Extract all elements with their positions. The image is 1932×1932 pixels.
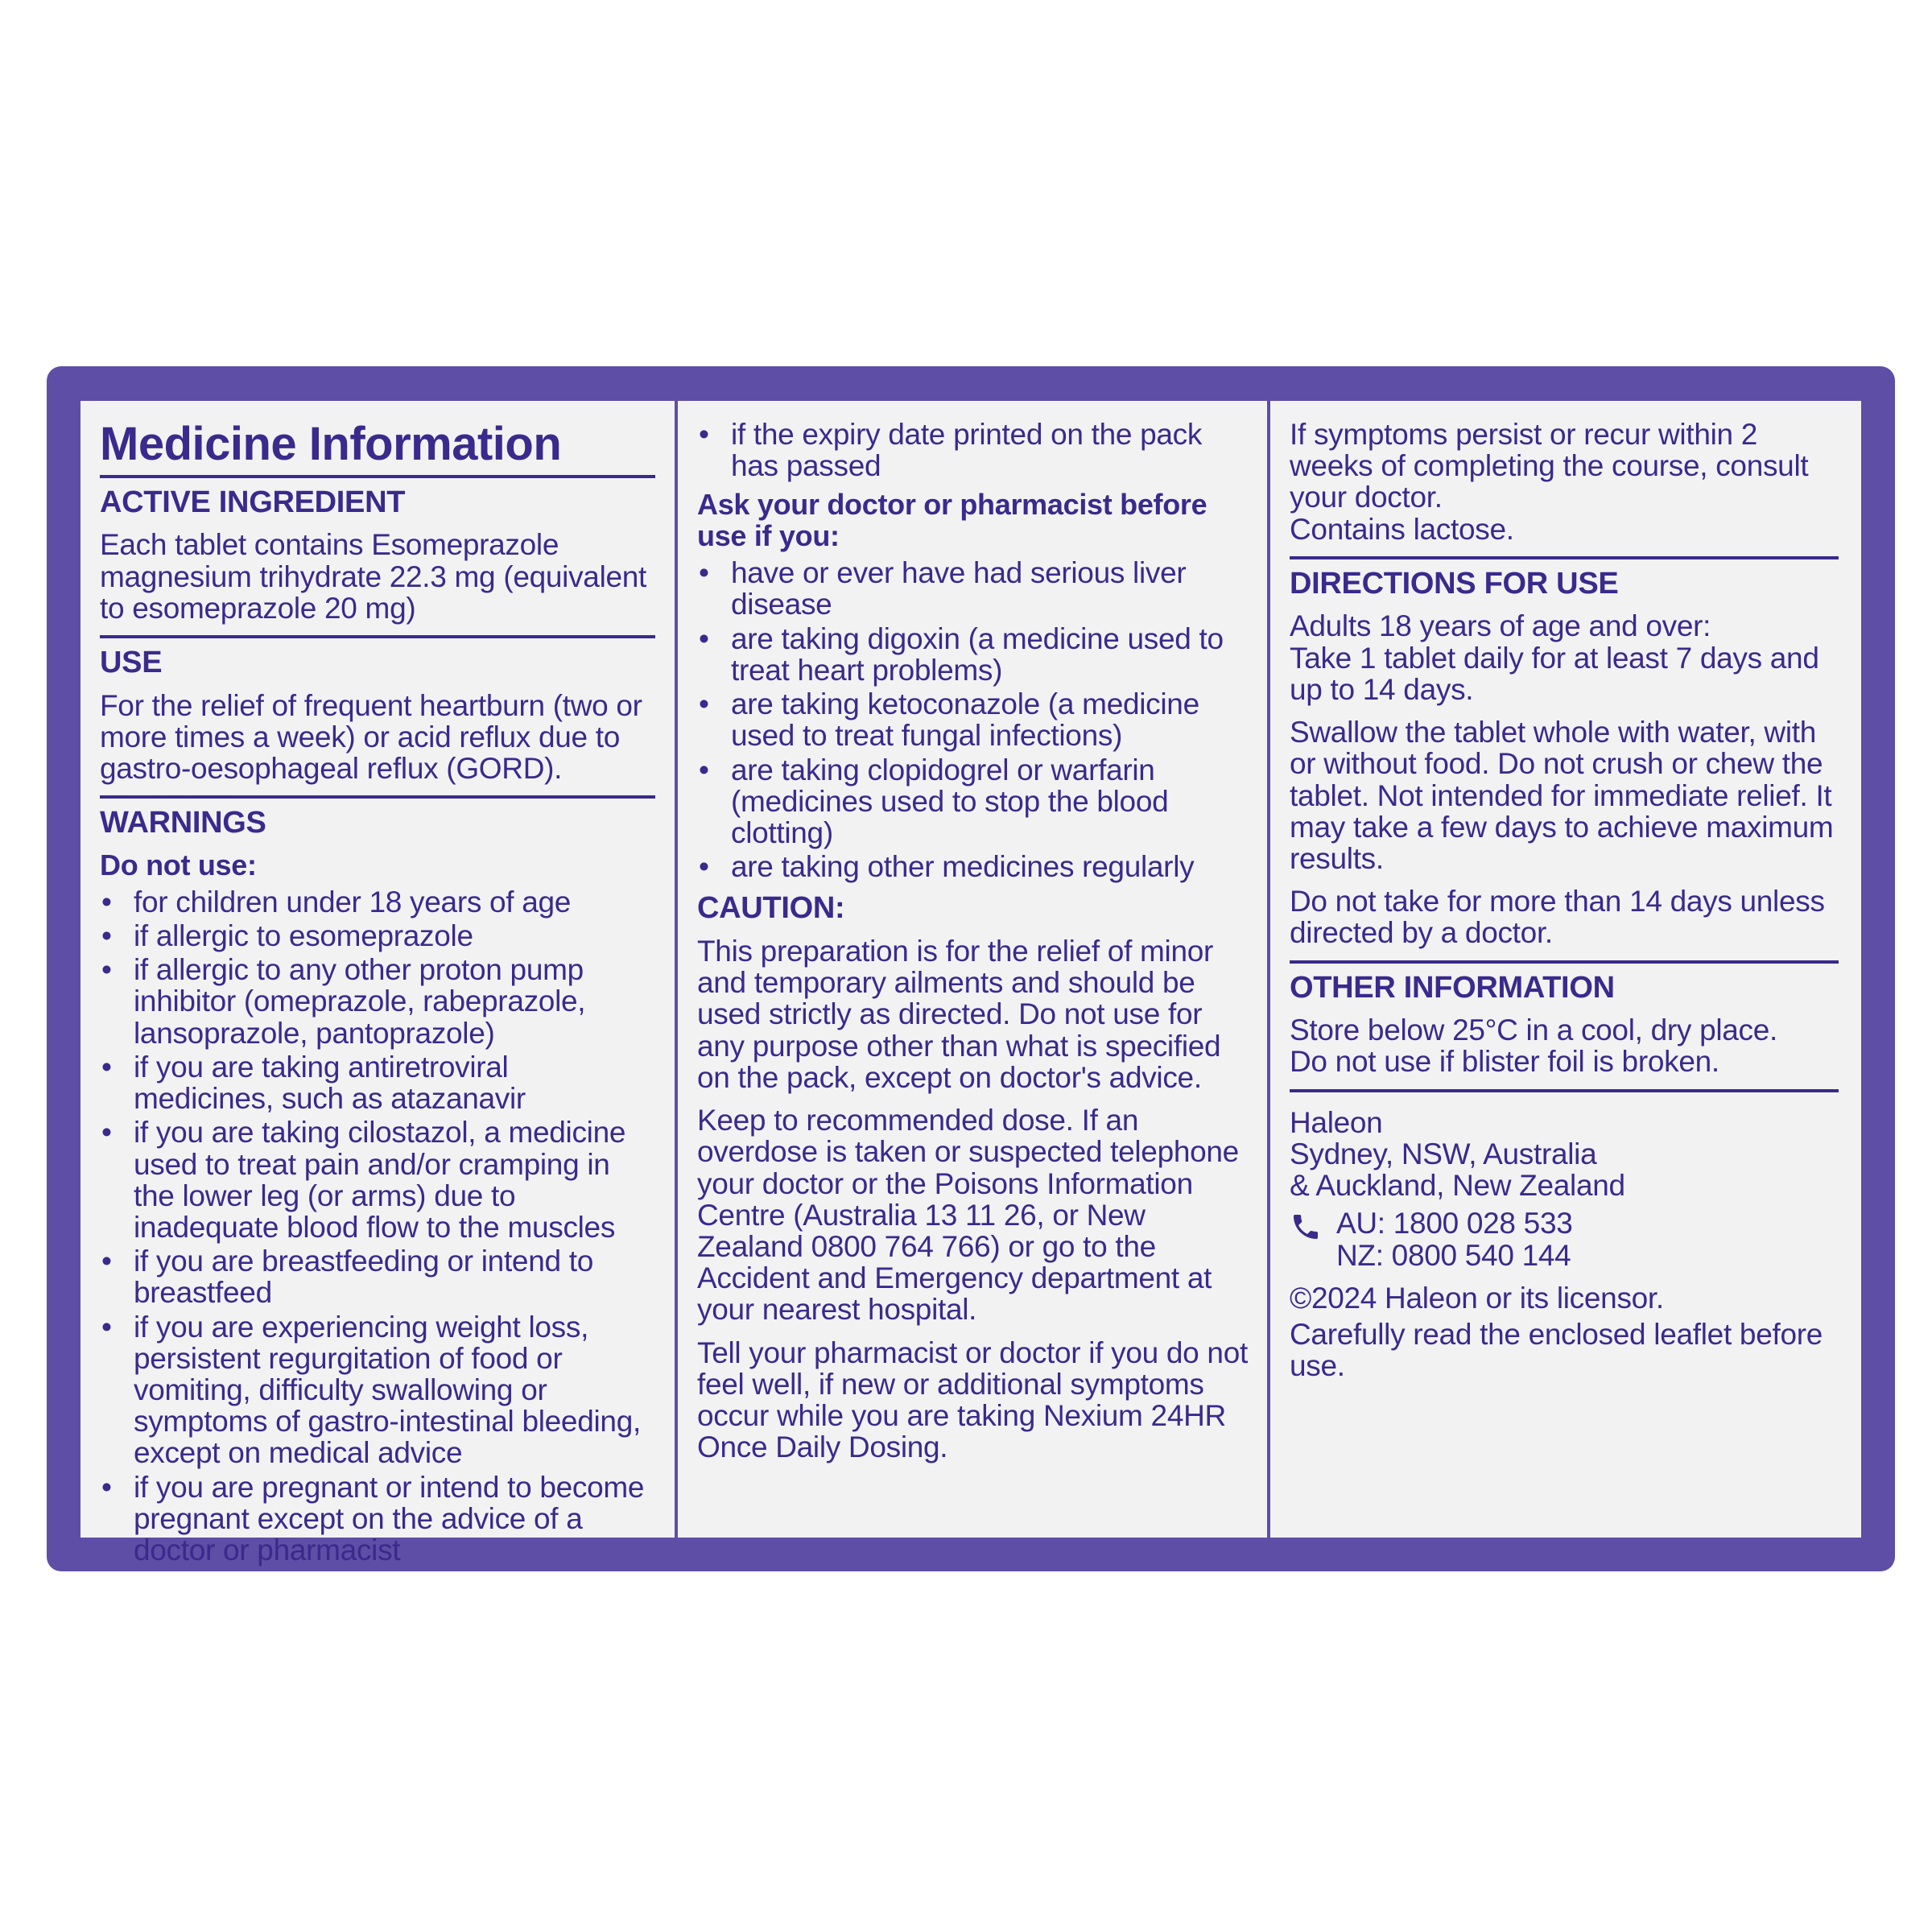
divider (1290, 556, 1839, 559)
caution-text: This preparation is for the relief of minor and temporary ailments and should be used strictly as directed. Do not use for any purpose other than what is specified on the pack, except on doctor's advice. (697, 934, 1221, 1094)
ask-doctor-label: Ask your doctor or pharmacist before use if you: (697, 488, 1208, 553)
leaflet-text: Carefully read the enclosed leaflet before use. (1290, 1318, 1823, 1383)
list-item: • if you are taking antiretroviral medicines, such as atazanavir (100, 1051, 655, 1114)
persist-text: If symptoms persist or recur within 2 weeks of completing the course, consult your doctor. (1290, 418, 1809, 514)
list-item: • if allergic to any other proton pump inhibitor (omeprazole, rabeprazole, lansoprazole, pantoprazole) (100, 954, 655, 1049)
phone-contacts (1290, 1208, 1839, 1270)
list-item: • if you are experiencing weight loss, persistent regurgitation of food or vomiting, difficulty swallowing or symptoms of gastro-intestinal bleeding, except on medical advice (100, 1311, 655, 1469)
list-item: • are taking other medicines regularly (697, 851, 1248, 882)
phone-au: AU: 1800 028 533 (1336, 1207, 1573, 1241)
blister-text: Do not use if blister foil is broken. (1290, 1045, 1719, 1079)
list-item: • have or ever have had serious liver disease (697, 557, 1248, 620)
list-item: • if you are breastfeeding or intend to breastfeed (100, 1245, 655, 1308)
active-ingredient-heading: ACTIVE INGREDIENT (100, 485, 406, 519)
do-not-use-label: Do not use: (100, 848, 257, 881)
divider (100, 795, 655, 799)
use-heading: USE (100, 646, 163, 680)
use-text: For the relief of frequent heartburn (two or more times a week) or acid reflux due to gastro-oesophageal reflux (GORD). (100, 688, 642, 786)
phone-numbers (1336, 1208, 1573, 1270)
warnings-heading: WARNINGS (100, 806, 266, 840)
list-item: • are taking clopidogrel or warfarin (medicines used to stop the blood clotting) (697, 754, 1248, 849)
other-information-heading: OTHER INFORMATION (1290, 970, 1615, 1005)
column-middle (675, 401, 1270, 1538)
column-right (1270, 401, 1858, 1538)
dose-text: Keep to recommended dose. If an overdose is taken or suspected telephone your doctor or the Poisons Information Centre (Australia 13 11 26, or New Zealand 0800 764 766) or go to the Accident and Emergency department at your nearest hospital. (697, 1104, 1239, 1327)
adults-line: Adults 18 years of age and over: (1290, 609, 1711, 643)
copyright-text: ©2024 Haleon or its licensor. (1290, 1281, 1664, 1315)
do-not-use-list-continued (697, 419, 1248, 481)
directions-heading: DIRECTIONS FOR USE (1290, 566, 1619, 601)
address-line-2: & Auckland, New Zealand (1290, 1169, 1625, 1203)
divider (100, 635, 655, 638)
page-title: Medicine Information (100, 418, 562, 470)
dosage-text: Take 1 tablet daily for at least 7 days and up to 14 days. (1290, 641, 1819, 706)
list-item: • if you are taking cilostazol, a medicine used to treat pain and/or cramping in the lower leg (or arms) due to inadequate blood flow to the muscles (100, 1117, 655, 1243)
list-item: • if the expiry date printed on the pack has passed (697, 419, 1248, 481)
company-name: Haleon (1290, 1105, 1383, 1139)
swallow-text: Swallow the tablet whole with water, with or without food. Do not crush or chew the tablet. Not intended for immediate relief. It may take a few days to achieve maximum results. (1290, 716, 1834, 875)
storage-text: Store below 25°C in a cool, dry place. (1290, 1013, 1778, 1047)
list-item: • if allergic to esomeprazole (100, 920, 655, 952)
do-not-use-list (100, 886, 655, 1567)
list-item: • for children under 18 years of age (100, 886, 655, 918)
list-item: • if you are pregnant or intend to become pregnant except on the advice of a doctor or pharmacist (100, 1472, 655, 1567)
phone-icon (1290, 1208, 1336, 1247)
divider (100, 475, 655, 478)
list-item: • are taking ketoconazole (a medicine used to treat fungal infections) (697, 688, 1248, 751)
address-line-1: Sydney, NSW, Australia (1290, 1137, 1597, 1170)
phone-nz: NZ: 0800 540 144 (1336, 1238, 1571, 1272)
medicine-information-panel (47, 366, 1895, 1571)
ask-doctor-list (697, 557, 1248, 882)
caution-heading: CAUTION: (697, 891, 845, 926)
tell-pharmacist-text: Tell your pharmacist or doctor if you do not feel well, if new or additional symptoms occur while you are taking Nexium 24HR Once Daily Dosing. (697, 1335, 1248, 1464)
limit-text: Do not take for more than 14 days unless directed by a doctor. (1290, 885, 1825, 950)
divider (1290, 1089, 1839, 1092)
column-left (80, 401, 675, 1567)
active-ingredient-text: Each tablet contains Esomeprazole magnesium trihydrate 22.3 mg (equivalent to esomeprazole 20 mg) (100, 528, 647, 625)
divider (1290, 960, 1839, 964)
list-item: • are taking digoxin (a medicine used to treat heart problems) (697, 623, 1248, 686)
panel-inner (80, 401, 1861, 1567)
lactose-text: Contains lactose. (1290, 512, 1514, 546)
